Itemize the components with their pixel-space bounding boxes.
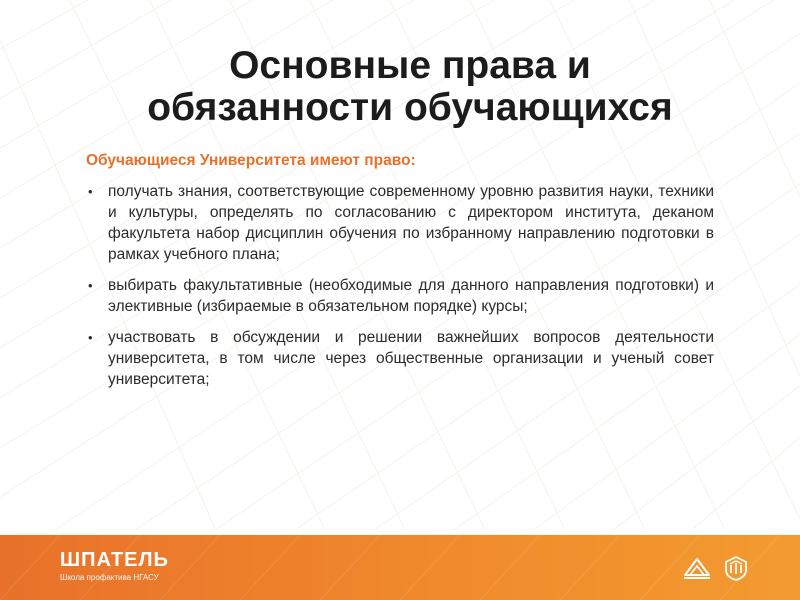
footer-logos <box>682 555 748 581</box>
bullet-dot-icon: • <box>88 330 93 345</box>
bullet-dot-icon: • <box>88 278 93 293</box>
university-emblem-icon <box>724 555 748 581</box>
rights-list-item <box>86 327 714 390</box>
rights-list-item <box>86 181 714 265</box>
slide-title-line-1: Основные права и <box>229 44 591 87</box>
slide-title-line-2: обязанности обучающихся <box>147 86 673 129</box>
bullet-dot-icon: • <box>88 184 93 199</box>
slide-title <box>60 45 760 129</box>
brand-tagline: Школа профактива НГАСУ <box>60 573 159 582</box>
brand-logo <box>60 549 169 584</box>
rights-list-item <box>86 275 714 317</box>
rights-list-item-text: участвовать в обсуждении и решении важнейших вопросов деятельности университета, в том числе через общественные организации и ученый совет университета; <box>108 329 714 388</box>
brand-name: ШПАТЕЛЬ <box>60 549 169 571</box>
rights-list <box>86 181 714 400</box>
rights-subtitle: Обучающиеся Университета имеют право: <box>86 152 416 169</box>
rights-list-item-text: получать знания, соответствующие современному уровню развития науки, техники и культуры, определять по согласованию с директором института, деканом факультета набор дисциплин обучения по избранному направлению подготовки в рамках учебного плана; <box>108 183 714 263</box>
footer-bar <box>0 535 800 600</box>
geometric-building-logo-icon <box>682 555 712 581</box>
rights-list-item-text: выбирать факультативные (необходимые для данного направления подготовки) и элективные (избираемые в обязательном порядке) курсы; <box>108 277 714 315</box>
